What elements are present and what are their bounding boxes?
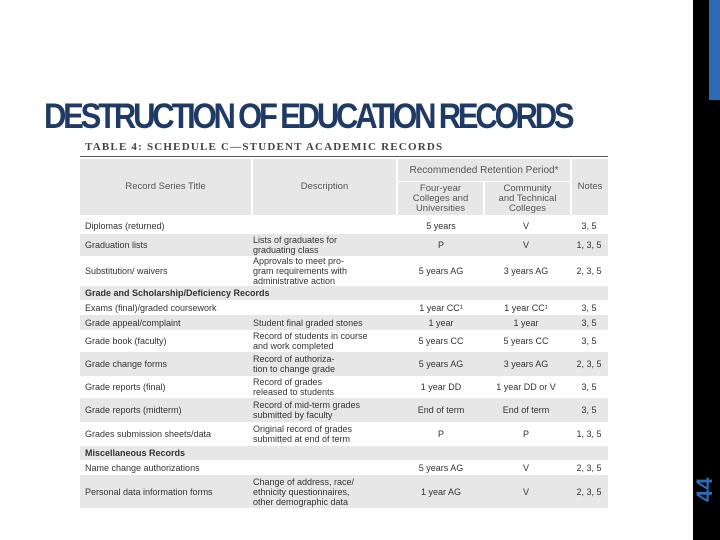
record-series-title-cell: Substitution/ waivers [85,266,168,276]
community-college-retention-cell: 3 years AG [503,359,549,369]
table-row [80,422,608,446]
record-series-title-cell: Grades submission sheets/data [85,429,212,439]
four-year-retention-cell: P [437,429,444,439]
four-year-retention-cell: 5 years AG [418,266,464,276]
section-header-row [80,446,608,460]
accent-bar [709,0,720,100]
community-college-retention-cell: 1 year CC¹ [504,302,548,313]
description-cell [253,256,393,286]
four-year-retention-cell: 1 year DD [420,382,462,392]
description-line: submitted by faculty [253,410,333,420]
description-line: administrative action [253,276,336,286]
description-line: Original record of grades [253,424,353,434]
description-line: and work completed [253,341,334,351]
description-line: Approvals to meet pro- [253,256,345,266]
community-college-retention-cell: 1 year [513,317,539,328]
table-row [80,475,608,508]
header-community-colleges: Community and Technical Colleges [485,182,570,215]
description-line: tion to change grade [253,364,336,374]
description-line: gram requirements with [253,266,348,276]
description-line: submitted at end of term [253,434,351,444]
table-row [80,218,608,234]
community-college-retention-cell: 3 years AG [503,266,549,276]
description-cell [253,422,393,446]
table-row [80,300,608,315]
four-year-retention-cell: P [437,240,444,250]
description-line: Change of address, race/ [253,476,355,487]
notes-cell: 2, 3, 5 [576,266,602,276]
notes-cell: 3, 5 [581,221,597,231]
table-row [80,460,608,475]
community-college-retention-cell: V [522,462,529,473]
notes-cell: 3, 5 [581,336,597,346]
section-label: Miscellaneous Records [85,448,186,458]
table-row [80,352,608,376]
record-series-title-cell: Graduation lists [85,240,148,250]
table-row [80,376,608,398]
description-line: other demographic data [253,496,349,507]
record-series-title-cell: Grade reports (midterm) [85,405,182,415]
four-year-retention-cell: 5 years CC [418,336,464,346]
description-cell [253,330,393,352]
slide-title: DESTRUCTION OF EDUCATION RECORDS [44,96,572,137]
header-retention-group: Recommended Retention Period* [398,159,570,181]
table-caption: TABLE 4: SCHEDULE C—STUDENT ACADEMIC RECORDS [85,141,444,153]
description-line: Record of authoriza- [253,354,335,364]
description-cell [253,218,393,234]
notes-cell: 2, 3, 5 [576,486,602,497]
notes-cell: 1, 3, 5 [576,429,602,439]
four-year-retention-cell: 5 years [426,221,456,231]
record-series-title-cell: Personal data information forms [85,486,213,497]
description-line: Record of mid-term grades [253,400,361,410]
record-series-title-cell: Grade change forms [85,359,168,369]
community-college-retention-cell: V [522,240,529,250]
record-series-title-cell: Name change authorizations [85,462,200,473]
notes-cell: 3, 5 [581,382,597,392]
four-year-retention-cell: 1 year CC¹ [419,302,463,313]
community-college-retention-cell: P [522,429,529,439]
community-college-retention-cell: V [522,221,529,231]
section-label: Grade and Scholarship/Deficiency Records [85,288,270,298]
four-year-retention-cell: 5 years AG [418,359,464,369]
description-cell [253,234,393,256]
description-line: Lists of graduates for [253,235,338,245]
description-line: released to students [253,387,335,397]
description-cell [253,315,393,330]
record-series-title-cell: Grade appeal/complaint [85,317,181,328]
record-series-title-cell: Exams (final)/graded coursework [85,302,217,313]
record-series-title-cell: Grade reports (final) [85,382,166,392]
description-cell [253,398,393,422]
notes-cell: 2, 3, 5 [576,359,602,369]
retention-table [80,136,608,540]
notes-cell: 3, 5 [581,302,597,313]
notes-cell: 3, 5 [581,405,597,415]
record-series-title-cell: Diplomas (returned) [85,221,165,231]
description-cell [253,352,393,376]
record-series-title-cell: Grade book (faculty) [85,336,167,346]
four-year-retention-cell: 5 years AG [418,462,464,473]
description-line: ethnicity questionnaires, [253,486,350,497]
table-row [80,256,608,286]
caption-rule [80,156,608,157]
community-college-retention-cell: V [522,486,529,497]
header-four-year: Four-year Colleges and Universities [398,182,483,215]
description-cell [253,460,393,475]
notes-cell: 2, 3, 5 [576,462,602,473]
description-cell [253,376,393,398]
description-line: Record of students in course [253,331,368,341]
community-college-retention-cell: 5 years CC [503,336,549,346]
header-description: Description [253,159,396,215]
header-notes: Notes [572,159,608,215]
table-row [80,315,608,330]
description-line: graduating class [253,245,319,255]
notes-cell: 3, 5 [581,317,597,328]
table-row [80,330,608,352]
community-college-retention-cell: End of term [502,405,550,415]
four-year-retention-cell: 1 year AG [420,486,462,497]
notes-cell: 1, 3, 5 [576,240,602,250]
section-header-row [80,286,608,300]
community-college-retention-cell: 1 year DD or V [496,382,556,392]
header-record-series-title: Record Series Title [80,159,251,215]
four-year-retention-cell: 1 year [428,317,454,328]
description-line: Record of grades [253,377,323,387]
four-year-retention-cell: End of term [417,405,465,415]
description-cell [253,475,393,508]
description-cell [253,300,393,315]
table-row [80,398,608,422]
description-line: Student final graded stones [253,317,363,328]
page-number: 44 [692,477,717,503]
table-row [80,234,608,256]
